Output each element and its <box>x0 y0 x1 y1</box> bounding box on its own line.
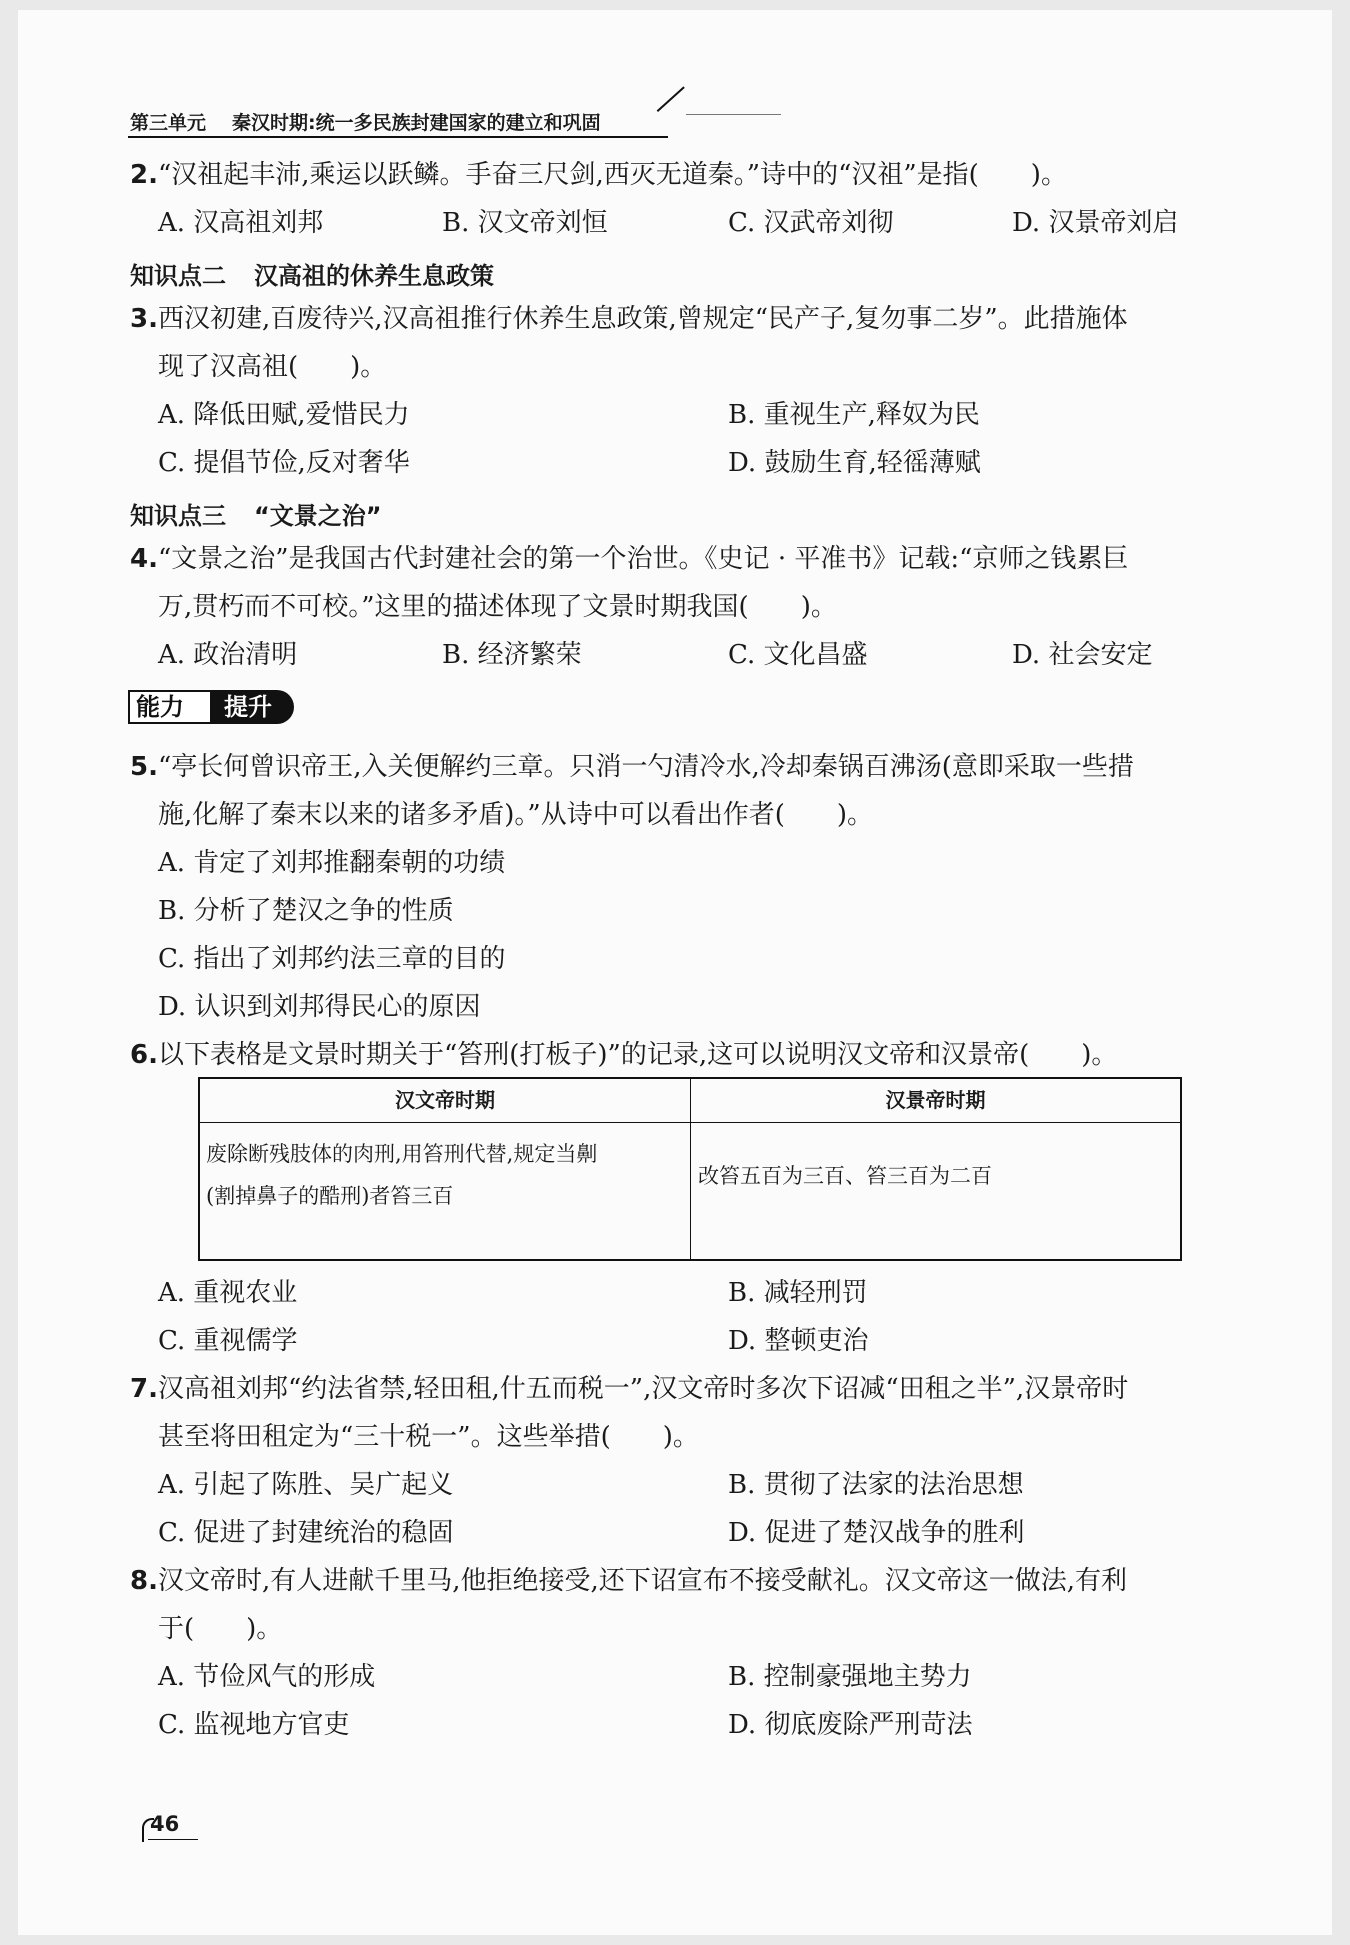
option-a[interactable]: A. 政治清明 <box>158 640 298 670</box>
option-c[interactable]: C. 重视儒学 <box>158 1326 298 1356</box>
question-4 <box>130 542 1128 576</box>
question-3 <box>130 302 1128 336</box>
question-5 <box>130 750 1134 784</box>
question-text-line-1: “亭长何曾识帝王,入关便解约三章。只消一勺清冷水,冷却秦锅百沸汤(意即采取一些措 <box>157 752 1134 782</box>
question-text-line-1: “文景之治”是我国古代封建社会的第一个治世。《史记 · 平准书》记载:“京师之钱累巨 <box>157 544 1129 574</box>
question-3-line-2: 现了汉高祖( )。 <box>158 352 387 382</box>
table-column-divider <box>690 1079 691 1259</box>
section-heading-3 <box>130 496 382 531</box>
section-title: “文景之治” <box>254 502 382 530</box>
header-rule <box>128 136 668 138</box>
question-8 <box>130 1564 1127 1598</box>
question-2 <box>130 158 1067 192</box>
banner-right: 提升 <box>198 690 294 724</box>
question-number: 8. <box>130 1566 158 1596</box>
option-b[interactable]: B. 分析了楚汉之争的性质 <box>158 896 454 926</box>
option-a[interactable]: A. 引起了陈胜、吴广起义 <box>158 1470 454 1500</box>
question-text: “汉祖起丰沛,乘运以跃鳞。手奋三尺剑,西灭无道秦。”诗中的“汉祖”是指( )。 <box>157 160 1067 190</box>
page-number: 46 <box>150 1812 180 1836</box>
question-6 <box>130 1038 1117 1072</box>
option-c[interactable]: C. 指出了刘邦约法三章的目的 <box>158 944 506 974</box>
question-5-line-2: 施,化解了秦末以来的诸多矛盾)。”从诗中可以看出作者( )。 <box>158 800 873 830</box>
table-header-wendi: 汉文帝时期 <box>395 1088 495 1112</box>
banner-left: 能力 <box>128 690 212 724</box>
question-number: 7. <box>130 1374 158 1404</box>
question-4-line-2: 万,贯朽而不可校。”这里的描述体现了文景时期我国( )。 <box>158 592 837 622</box>
section-title: 汉高祖的休养生息政策 <box>254 262 494 290</box>
header-slash-decoration <box>657 86 685 112</box>
option-d[interactable]: D. 社会安定 <box>1012 640 1153 670</box>
question-8-line-2: 于( )。 <box>158 1614 283 1644</box>
punishment-table <box>198 1077 1182 1261</box>
option-a[interactable]: A. 肯定了刘邦推翻秦朝的功绩 <box>158 848 506 878</box>
option-a[interactable]: A. 重视农业 <box>158 1278 298 1308</box>
option-d[interactable]: D. 彻底废除严刑苛法 <box>728 1710 973 1740</box>
option-c[interactable]: C. 监视地方官吏 <box>158 1710 350 1740</box>
question-number: 2. <box>130 160 158 190</box>
question-7 <box>130 1372 1128 1406</box>
option-b[interactable]: B. 贯彻了法家的法治思想 <box>728 1470 1024 1500</box>
option-b[interactable]: B. 经济繁荣 <box>442 640 582 670</box>
option-d[interactable]: D. 汉景帝刘启 <box>1012 208 1179 238</box>
question-number: 5. <box>130 752 158 782</box>
option-d[interactable]: D. 整顿吏治 <box>728 1326 869 1356</box>
option-d[interactable]: D. 认识到刘邦得民心的原因 <box>158 992 481 1022</box>
table-cell-wendi-line-1: 废除断残肢体的肉刑,用笞刑代替,规定当劓 <box>206 1142 598 1166</box>
question-7-line-2: 甚至将田租定为“三十税一”。这些举措( )。 <box>158 1422 699 1452</box>
unit-label: 第三单元 <box>130 112 207 134</box>
table-cell-jingdi: 改笞五百为三百、笞三百为二百 <box>698 1164 992 1188</box>
option-d[interactable]: D. 促进了楚汉战争的胜利 <box>728 1518 1025 1548</box>
option-c[interactable]: C. 文化昌盛 <box>728 640 868 670</box>
option-b[interactable]: B. 重视生产,释奴为民 <box>728 400 980 430</box>
table-header-jingdi: 汉景帝时期 <box>885 1088 986 1112</box>
option-b[interactable]: B. 控制豪强地主势力 <box>728 1662 972 1692</box>
page-sheet <box>18 10 1332 1935</box>
section-label: 知识点二 <box>130 262 226 290</box>
option-d[interactable]: D. 鼓励生育,轻徭薄赋 <box>728 448 981 478</box>
question-number: 4. <box>130 544 158 574</box>
section-heading-2 <box>130 256 494 291</box>
option-b[interactable]: B. 减轻刑罚 <box>728 1278 868 1308</box>
page-number-rule <box>148 1839 198 1840</box>
question-text: 以下表格是文景时期关于“笞刑(打板子)”的记录,这可以说明汉文帝和汉景帝( )。 <box>157 1040 1118 1070</box>
option-a[interactable]: A. 汉高祖刘邦 <box>158 208 324 238</box>
option-c[interactable]: C. 促进了封建统治的稳固 <box>158 1518 454 1548</box>
option-b[interactable]: B. 汉文帝刘恒 <box>442 208 608 238</box>
unit-header <box>130 108 601 135</box>
section-label: 知识点三 <box>130 502 226 530</box>
header-thin-rule <box>686 114 781 115</box>
option-a[interactable]: A. 节俭风气的形成 <box>158 1662 376 1692</box>
table-cell-wendi-line-2: (割掉鼻子的酷刑)者笞三百 <box>206 1184 454 1208</box>
question-number: 3. <box>130 304 158 334</box>
option-c[interactable]: C. 提倡节俭,反对奢华 <box>158 448 410 478</box>
ability-banner <box>128 690 294 726</box>
option-a[interactable]: A. 降低田赋,爱惜民力 <box>158 400 410 430</box>
question-number: 6. <box>130 1040 158 1070</box>
unit-title: 秦汉时期:统一多民族封建国家的建立和巩固 <box>232 112 601 134</box>
question-text-line-1: 汉文帝时,有人进献千里马,他拒绝接受,还下诏宣布不接受献礼。汉文帝这一做法,有利 <box>157 1566 1128 1596</box>
question-text-line-1: 汉高祖刘邦“约法省禁,轻田租,什五而税一”,汉文帝时多次下诏减“田租之半”,汉景帝时 <box>157 1374 1129 1404</box>
question-text-line-1: 西汉初建,百废待兴,汉高祖推行休养生息政策,曾规定“民产子,复勿事二岁”。此措施体 <box>157 304 1128 334</box>
option-c[interactable]: C. 汉武帝刘彻 <box>728 208 894 238</box>
